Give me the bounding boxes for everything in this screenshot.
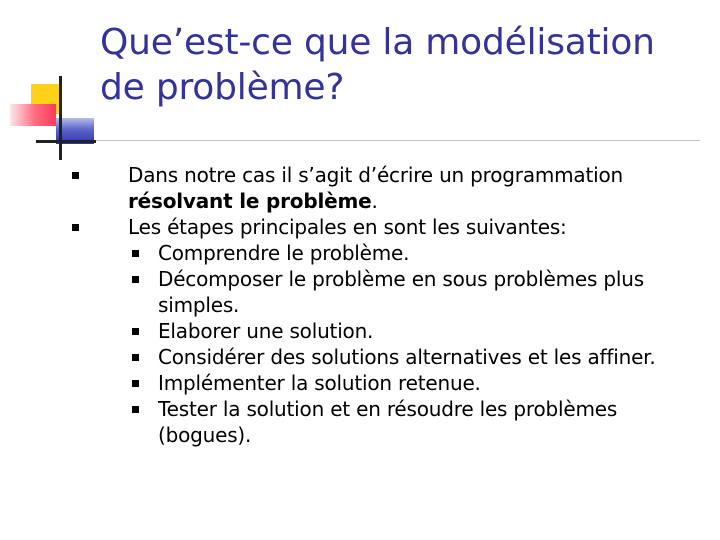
slide-title — [100, 20, 710, 110]
square-bullet-icon — [132, 276, 139, 283]
sub-bullet-text: Implémenter la solution retenue. — [158, 371, 481, 395]
bullet-item — [70, 214, 710, 240]
sub-bullet-text: Considérer des solutions alternatives et les affiner. — [158, 345, 656, 369]
bullet-text-2: Les étapes principales en sont les suivantes: — [128, 215, 567, 239]
logo-red-block — [10, 104, 56, 126]
sub-bullet-item — [70, 344, 710, 370]
sub-bullet-text: Elaborer une solution. — [158, 319, 374, 343]
sub-bullet-item — [70, 266, 710, 318]
square-bullet-icon — [132, 328, 139, 335]
square-bullet-icon — [72, 172, 79, 179]
bullet-text-1b — [128, 188, 710, 214]
sub-bullet-text-cont: simples. — [158, 293, 240, 317]
sub-bullet-item — [70, 370, 710, 396]
bullet-item — [70, 162, 710, 214]
square-bullet-icon — [132, 406, 139, 413]
square-bullet-icon — [132, 380, 139, 387]
title-divider — [96, 140, 700, 141]
bullet-period: . — [371, 189, 378, 213]
sub-bullet-item — [70, 396, 710, 448]
title-line-1: Que’est-ce que la modélisation — [100, 22, 655, 63]
square-bullet-icon — [132, 250, 139, 257]
bullet-text-1a: Dans notre cas il s’agit d’écrire un programmation — [128, 163, 624, 187]
slide-body — [70, 162, 710, 448]
logo-vertical-line — [59, 76, 62, 160]
square-bullet-icon — [72, 224, 79, 231]
sub-bullet-item — [70, 318, 710, 344]
sub-bullet-item — [70, 240, 710, 266]
sub-bullet-text-cont: (bogues). — [158, 423, 252, 447]
sub-bullet-text: Tester la solution et en résoudre les problèmes — [158, 397, 618, 421]
logo-horizontal-line — [36, 140, 96, 143]
square-bullet-icon — [132, 354, 139, 361]
title-line-2: de problème? — [100, 67, 345, 108]
sub-bullet-text: Comprendre le problème. — [158, 241, 410, 265]
sub-bullet-text: Décomposer le problème en sous problèmes plus — [158, 267, 644, 291]
bullet-bold-text: résolvant le problème — [128, 189, 372, 213]
